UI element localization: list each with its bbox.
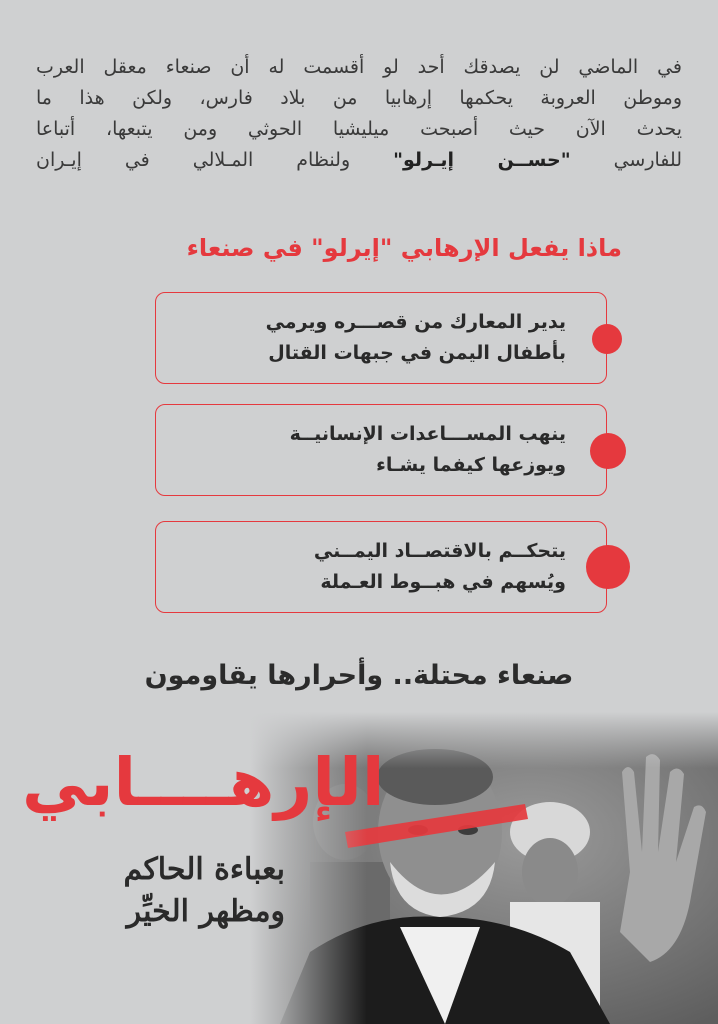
bullet-dot-icon (586, 545, 630, 589)
fact-card-3 (155, 521, 607, 613)
highlighted-name: "حســن إيـرلو" (393, 149, 571, 171)
fact-card-line: ويوزعها كيفما يشـاء (376, 454, 566, 476)
fact-card-line: ويُسهم في هبــوط العـملة (320, 571, 566, 593)
poster-title: الإرهــــابي (22, 744, 385, 821)
subheading: صنعاء محتلة.. وأحرارها يقاومون (144, 660, 574, 691)
bullet-dot-icon (590, 433, 626, 469)
fact-card-text (314, 536, 566, 598)
intro-line-2: وموطن العروبة يحكمها إرهابيا من بلاد فارس، ولكن هذا ما (36, 87, 682, 109)
fact-card-text (290, 419, 566, 481)
fact-card-1 (155, 292, 607, 384)
fact-card-line: بأطفال اليمن في جبهات القتال (268, 342, 566, 364)
intro-paragraph (36, 52, 682, 176)
intro-line-4 (36, 145, 682, 176)
fact-card-line: يدير المعارك من قصـــره ويرمي (265, 311, 566, 333)
section-heading: ماذا يفعل الإرهابي "إيرلو" في صنعاء (186, 234, 622, 262)
fact-card-line: يتحكــم بالاقتصــاد اليمــني (313, 540, 566, 562)
fact-card-text (266, 307, 566, 369)
intro-line-3: يحدث الآن حيث أصبحت ميليشيا الحوثي ومن يتبعها، أتباعا (36, 118, 682, 140)
bullet-dot-icon (592, 324, 622, 354)
intro-line-1: في الماضي لن يصدقك أحد لو أقسمت له أن صنعاء معقل العرب (36, 56, 682, 78)
fact-card-line: ينهب المســـاعدات الإنسانيــة (289, 423, 566, 445)
intro-line-4-end: ولنظام المـلالي في إيـران (36, 149, 394, 171)
tagline-2: ومظهر الخيِّر (126, 894, 285, 929)
fact-card-2 (155, 404, 607, 496)
intro-line-4-start: للفارسي (570, 149, 683, 171)
tagline-1: بعباءة الحاكم (123, 852, 285, 887)
